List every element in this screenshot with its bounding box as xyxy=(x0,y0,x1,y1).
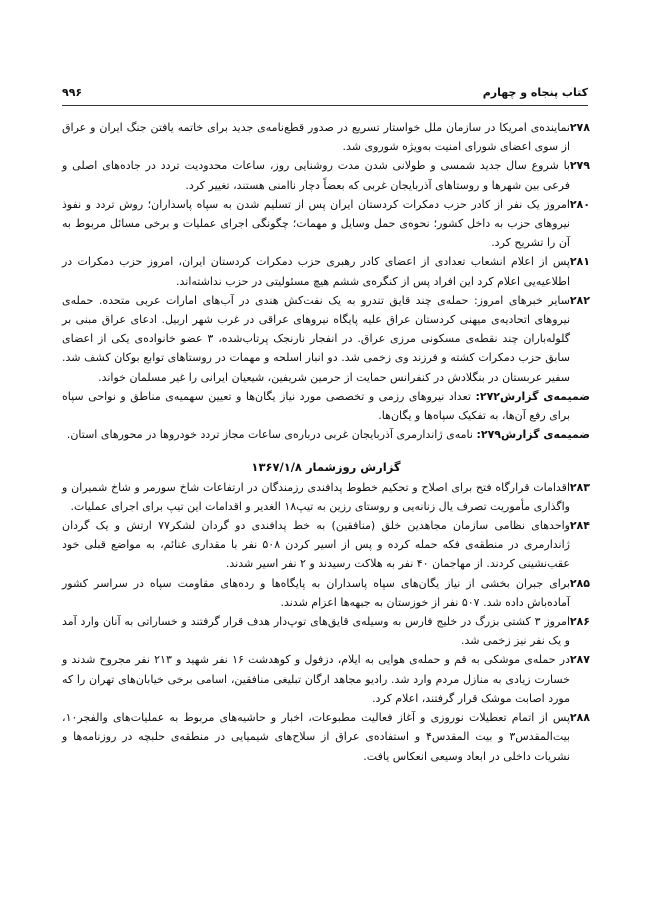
page-body xyxy=(62,118,590,766)
report-item xyxy=(62,574,590,612)
appendix-label: ضمیمه‌ی گزارش۲۷۲: xyxy=(475,389,590,403)
item-text: سایر خبرهای امروز: حمله‌ی چند قایق تندرو به یک نفت‌کش هندی در آب‌های امارات عربی متحده. حمله‌ی نیروهای اتحادیه‌ی میهنی کردستان عراق علیه پایگاه نیروهای عراقی در غرب شهر اربیل. ادعای عراق مبنی بر گلوله‌باران چند نقطه‌ی مسکونی مرزی عراق. در انفجار نارنجک پرتاب‌شده، ۳ عضو خانواده‌ی یکی از اعضای سابق حزب دمکرات کشته و فرزند وی زخمی شد. دو انبار اسلحه و مهمات در روستاهای توابع بوکان کشف شد. سفیر عربستان در بنگلادش در کنفرانس حمایت از حرمین شریفین، شیعیان ایرانی را غیر مسلمان خواند. xyxy=(62,293,570,384)
item-number: ۲۷۹ xyxy=(569,159,590,173)
header-divider xyxy=(62,105,588,106)
book-title: کتاب پنجاه و چهارم xyxy=(482,85,588,99)
report-item xyxy=(62,708,590,766)
appendix-label: ضمیمه‌ی گزارش۲۷۹: xyxy=(476,428,590,442)
item-text: برای جبران بخشی از نیاز یگان‌های سپاه پاسداران به پایگاه‌ها و رده‌های مقاومت سپاه در سراسر کشور آماده‌باش داده شد. ۵۰۷ نفر از خوزستان به جبهه‌ها اعزام شدند. xyxy=(62,576,570,609)
report-item xyxy=(62,650,590,708)
item-text: پس از اتمام تعطیلات نوروزی و آغاز فعالیت مطبوعات، اخبار و حاشیه‌های مربوط به عملیات‌های والفجر۱۰، بیت‌المقدس۳ و بیت المقدس۴ و استفاده‌ی عراق از سلاح‌های شیمیایی در منطقه‌ی حلبچه در روزنامه‌ها و نشریات داخلی در ابعاد وسیعی انعکاس یافت. xyxy=(62,711,570,763)
item-number: ۲۸۱ xyxy=(569,255,590,269)
report-item xyxy=(62,118,590,156)
page-header xyxy=(62,80,588,104)
item-number: ۲۷۸ xyxy=(569,121,590,134)
item-number: ۲۸۳ xyxy=(569,480,590,494)
report-item xyxy=(62,156,590,194)
item-text: واحدهای نظامی سازمان مجاهدین خلق (منافقین) به خط پدافندی دو گردان لشکر۷۷ ارتش و یک گردان ژاندارمری در منطقه‌ی فکه حمله کرده و پس از اسیر کردن ۵۰۸ نفر با مقداری غنائم، به مواضع قبلی خود عقب‌نشینی کردند. از مهاجمان ۴۰ نفر به هلاکت رسیدند و ۲ نفر اسیر شدند. xyxy=(62,519,570,571)
report-item xyxy=(62,478,590,516)
appendix-text: نامه‌ی ژاندارمری آذربایجان غربی درباره‌ی ساعات مجاز تردد خودروها در محورهای استان. xyxy=(66,428,477,442)
page-number: ۹۹۶ xyxy=(62,85,83,99)
item-text: با شروع سال جدید شمسی و طولانی شدن مدت روشنایی روز، ساعات محدودیت تردد در جاده‌های اصلی و فرعی بین شهرها و روستاهای آذربایجان غربی که بعضاً دچار ناامنی هستند، تغییر کرد. xyxy=(62,159,570,192)
item-number: ۲۸۷ xyxy=(569,653,590,667)
item-text: نماینده‌ی امریکا در سازمان ملل خواستار تسریع در صدور قطع‌نامه‌ی جدید برای خاتمه یافتن جنگ ایران و عراق از سوی اعضای شورای امنیت به‌ویژه شوروی شد. xyxy=(62,121,570,154)
item-number: ۲۸۶ xyxy=(569,615,590,629)
item-text: اقدامات قرارگاه فتح برای اصلاح و تحکیم خطوط پدافندی رزمندگان در ارتفاعات شاخ سورمر و شاخ شمیران و واگذاری مأموریت تصرف یال زنانه‌یی و روستای رزین به تیپ۱۸ الغدیر و اقدامات این تیپ برای اجرای عملیات. xyxy=(62,480,570,513)
item-text: در حمله‌ی موشکی به قم و حمله‌ی هوایی به ایلام، دزفول و کوهدشت ۱۶ نفر شهید و ۲۱۳ نفر مجروح شدند و خسارت زیادی به منازل مردم وارد شد. رادیو مجاهد ارگان تبلیغی منافقین، اسامی برخی خیابان‌های تهران را که مورد اصابت موشک قرار گرفتند، اعلام کرد. xyxy=(62,653,571,705)
appendix-text: تعداد نیروهای رزمی و تخصصی مورد نیاز یگان‌ها و تعیین سهمیه‌ی مناطق و نواحی سپاه برای رفع آن‌ها، به تفکیک سپاه‌ها و یگان‌ها. xyxy=(62,389,570,423)
appendix-note xyxy=(62,425,590,444)
section-heading: گزارش روزشمار ۱۳۶۷/۱/۸ xyxy=(251,460,401,475)
report-item xyxy=(62,612,590,650)
item-text: امروز یک نفر از کادر حزب دمکرات کردستان ایران پس از تسلیم شدن به سپاه پاسداران؛ روش تردد و نفوذ نیروهای حزب به داخل کشور؛ نحوه‌ی حمل وسایل و مهمات؛ چگونگی اجرای عملیات و برخی مسائل مربوط به آن را تشریح کرد. xyxy=(62,197,570,250)
item-number: ۲۸۰ xyxy=(569,197,590,211)
appendix-note xyxy=(62,387,590,425)
item-text: پس از اعلام انشعاب تعدادی از اعضای کادر رهبری حزب دمکرات کردستان ایران، امروز حزب دمکرات در اطلاعیه‌یی اعلام کرد این افراد پس از کنگره‌ی ششم هیچ مسئولیتی در حزب نداشته‌اند. xyxy=(62,255,570,288)
item-number: ۲۸۴ xyxy=(569,519,590,533)
report-item xyxy=(62,516,590,574)
item-number: ۲۸۸ xyxy=(569,711,590,725)
item-text: امروز ۳ کشتی بزرگ در خلیج فارس به وسیله‌ی قایق‌های توپ‌دار هدف قرار گرفتند و خساراتی به آنان وارد آمد و یک نفر نیز زخمی شد. xyxy=(62,615,570,648)
report-item xyxy=(62,291,590,387)
report-item xyxy=(62,195,590,253)
item-number: ۲۸۲ xyxy=(569,293,590,307)
item-number: ۲۸۵ xyxy=(569,576,590,590)
report-item xyxy=(62,252,590,290)
